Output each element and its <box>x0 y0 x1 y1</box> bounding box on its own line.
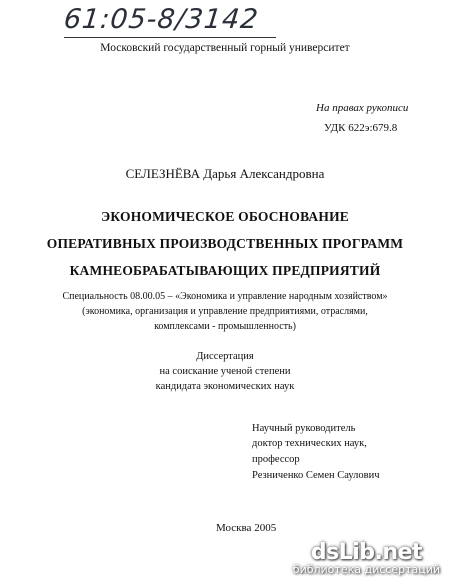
udk-code: УДК 622э:679.8 <box>324 122 398 134</box>
degree-line: Диссертация <box>196 351 254 362</box>
specialty-line: Специальность 08.00.05 – «Экономика и управление народным хозяйством» <box>62 291 388 302</box>
manuscript-rights-note: На правах рукописи <box>316 102 409 114</box>
thesis-title-line: КАМНЕОБРАБАТЫВАЮЩИХ ПРЕДПРИЯТИЙ <box>69 263 381 278</box>
author-name: СЕЛЕЗНЁВА Дарья Александровна <box>125 166 325 181</box>
thesis-title-line: ЭКОНОМИЧЕСКОЕ ОБОСНОВАНИЕ <box>100 209 349 224</box>
degree-line: кандидата экономических наук <box>155 381 295 392</box>
dslib-subtitle: библиотека диссертаций <box>292 563 440 576</box>
city-year: Москва 2005 <box>216 522 277 534</box>
specialty-line: (экономика, организация и управление предприятиями, отраслями, <box>82 306 368 317</box>
supervisor-name: Резниченко Семен Саулович <box>252 470 380 481</box>
supervisor-line: доктор технических наук, <box>252 438 367 449</box>
supervisor-line: профессор <box>252 454 300 465</box>
university-name: Московский государственный горный университет <box>100 42 350 54</box>
dslib-watermark[interactable] <box>293 540 440 576</box>
supervisor-line: Научный руководитель <box>252 423 356 434</box>
thesis-title-line: ОПЕРАТИВНЫХ ПРОИЗВОДСТВЕННЫХ ПРОГРАММ <box>46 236 404 251</box>
specialty-line: комплексами - промышленность) <box>154 321 296 332</box>
dslib-logo: dsLib.net <box>310 540 422 565</box>
degree-line: на соискание ученой степени <box>159 366 291 377</box>
handwritten-catalog-number: 61:05-8/3142 <box>62 4 261 35</box>
handwritten-underline <box>64 37 276 38</box>
